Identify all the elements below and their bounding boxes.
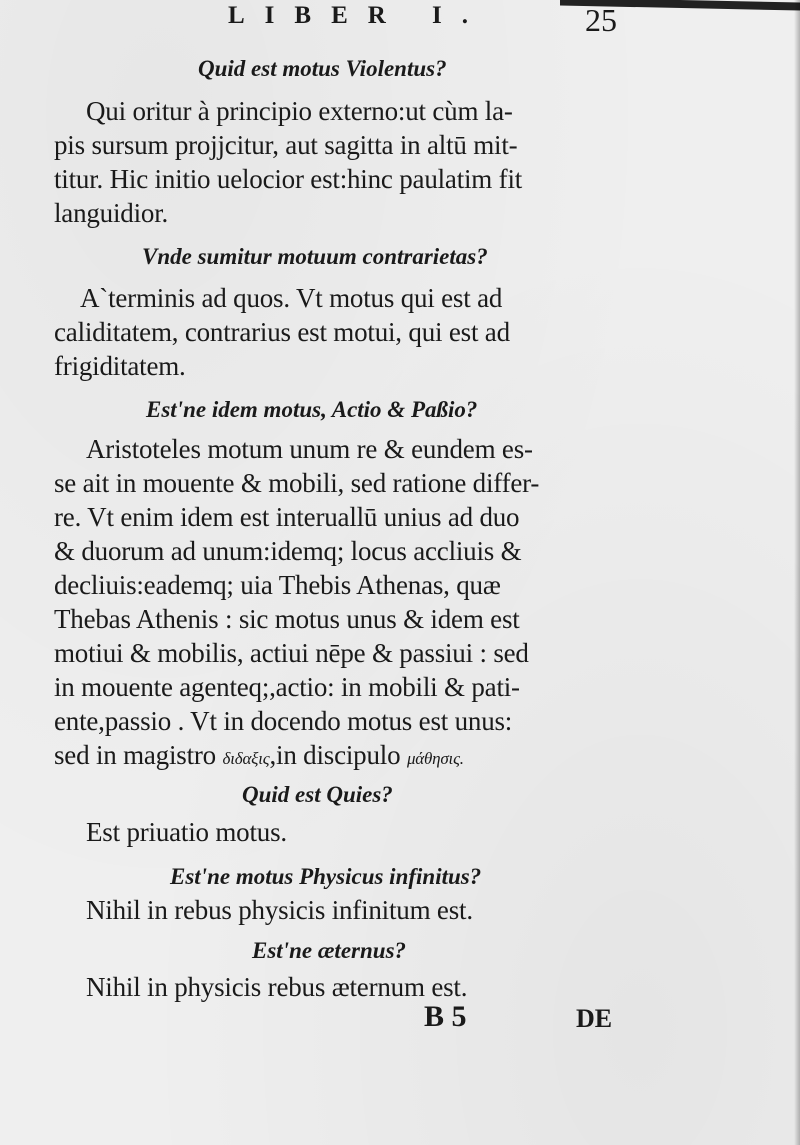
text-line: decliuis:eademq; uia Thebis Athenas, quæ [54,570,501,600]
text-line: frigiditatem. [54,351,186,381]
text-line: motiui & mobilis, actiui nēpe & passiui : sed [54,638,529,668]
text-line: A`terminis ad quos. Vt motus qui est ad [80,283,503,313]
catchword: DE [576,1004,613,1033]
text-line: Thebas Athenis : sic motus unus & idem est [54,604,520,634]
page-number: 25 [585,2,617,38]
text-line: titur. Hic initio uelocior est:hinc paulatim fit [54,164,523,194]
question-heading: Est'ne motus Physicus infinitus? [170,864,482,889]
question-heading: Est'ne æternus? [252,938,407,963]
text-line: & duorum ad unum:idemq; locus accliuis & [54,536,522,566]
text-line: Nihil in physicis rebus æternum est. [86,972,468,1002]
greek-word: διδαξις [222,749,270,768]
question-heading: Quid est motus Violentus? [198,56,447,81]
text-line: caliditatem, contrarius est motui, qui est ad [54,317,510,347]
text-line: Est priuatio motus. [86,817,287,847]
text-line: se ait in mouente & mobili, sed ratione differ- [54,468,540,498]
text-line: ente,passio . Vt in docendo motus est unus: [54,706,513,736]
greek-word: μάθησις. [406,749,464,768]
text-line: pis sursum projjcitur, aut sagitta in altū mit- [54,130,518,160]
text-fragment: ,in discipulo [269,740,407,770]
text-line: languidior. [54,198,169,228]
text-line: re. Vt enim idem est interuallū unius ad duo [54,502,520,532]
text-line-with-greek [54,738,464,777]
text-line: in mouente agenteq;,actio: in mobili & pati- [54,672,520,702]
text-line: Qui oritur à principio externo:ut cùm la- [86,96,513,126]
question-heading: Est'ne idem motus, Actio & Paßio? [146,397,478,422]
text-fragment: sed in magistro [54,740,223,770]
text-line: Nihil in rebus physicis infinitum est. [86,895,473,925]
page-gutter-shadow [794,0,800,1145]
question-heading: Quid est Quies? [242,782,393,807]
question-heading: Vnde sumitur motuum contrarietas? [142,244,488,269]
running-head: LIBER I. [228,2,489,29]
text-line: Aristoteles motum unum re & eundem es- [86,434,533,464]
signature-mark: B 5 [424,1000,467,1033]
